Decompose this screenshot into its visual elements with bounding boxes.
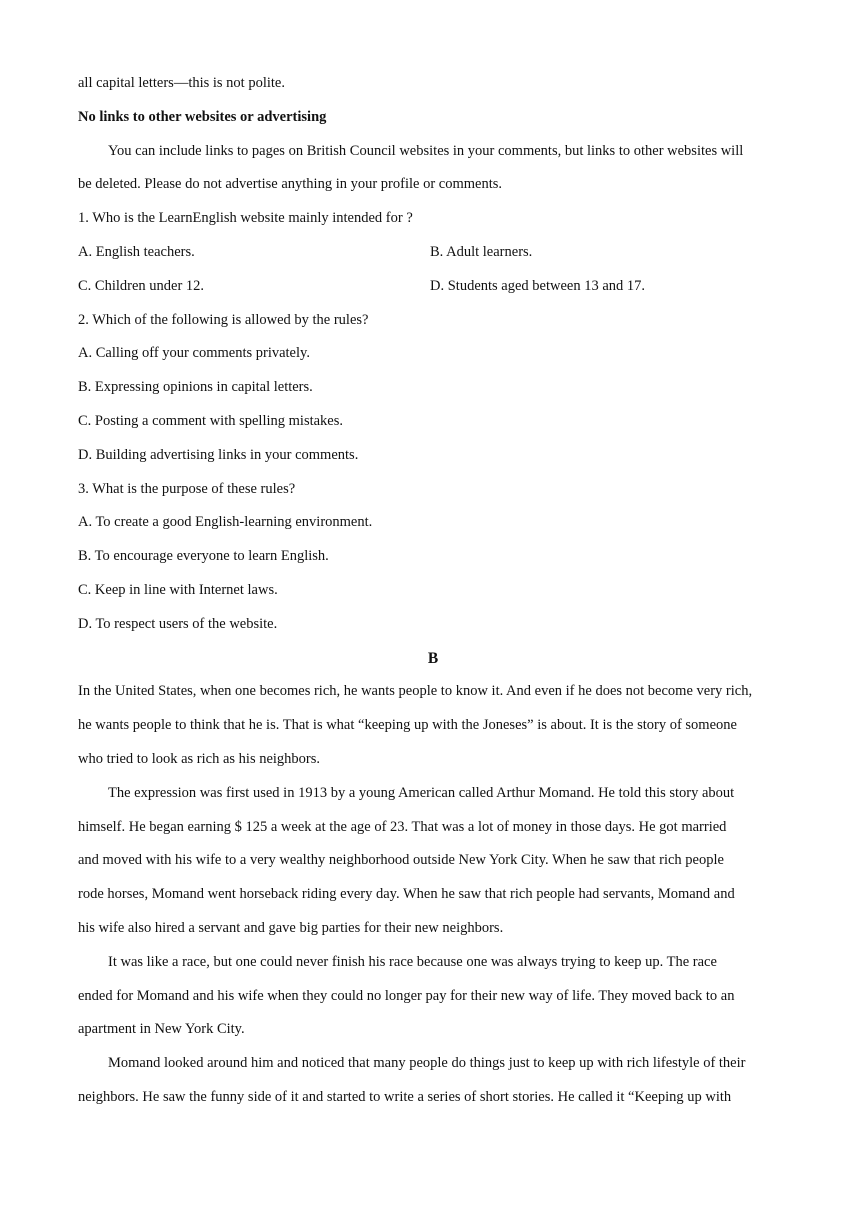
option-row <box>78 236 788 270</box>
passage-paragraph <box>78 946 788 1047</box>
answer-option: D. Building advertising links in your comments. <box>78 446 359 463</box>
passage-line: ended for Momand and his wife when they could no longer pay for their new way of life. They moved back to an <box>78 987 735 1004</box>
question-stem: 3. What is the purpose of these rules? <box>78 480 296 497</box>
answer-option: B. Adult learners. <box>430 243 533 260</box>
passage-line: It was like a race, but one could never finish his race because one was always trying to keep up. The race <box>108 953 717 970</box>
passage-line: In the United States, when one becomes rich, he wants people to know it. And even if he does not become very rich, <box>78 683 753 700</box>
passage-paragraph <box>78 777 788 946</box>
answer-option: A. Calling off your comments privately. <box>78 345 310 362</box>
option-row <box>78 270 788 304</box>
rule-text-line: be deleted. Please do not advertise anything in your profile or comments. <box>78 176 503 193</box>
answer-option: A. To create a good English-learning environment. <box>78 514 373 531</box>
rule-text-line: You can include links to pages on British Council websites in your comments, but links to other websites will <box>108 142 744 159</box>
answer-option: C. Children under 12. <box>78 277 205 294</box>
continuation-text: all capital letters—this is not polite. <box>78 75 285 91</box>
passage-line: rode horses, Momand went horseback riding every day. When he saw that rich people had servants, Momand and <box>78 886 735 903</box>
passage-line: The expression was first used in 1913 by a young American called Arthur Momand. He told this story about <box>108 784 735 801</box>
section-title: B <box>427 649 439 667</box>
passage-line: who tried to look as rich as his neighbors. <box>78 750 321 767</box>
answer-option: D. To respect users of the website. <box>78 615 278 632</box>
passage-line: Momand looked around him and noticed that many people do things just to keep up with rich lifestyle of their <box>108 1055 746 1072</box>
passage-line: himself. He began earning $ 125 a week at the age of 23. That was a lot of money in those days. He got married <box>78 818 727 835</box>
answer-option: C. Posting a comment with spelling mistakes. <box>78 412 344 429</box>
passage-line: apartment in New York City. <box>78 1021 245 1038</box>
document-page <box>78 67 788 1115</box>
answer-option: C. Keep in line with Internet laws. <box>78 581 278 598</box>
question-stem: 2. Which of the following is allowed by the rules? <box>78 311 369 328</box>
answer-option: D. Students aged between 13 and 17. <box>430 277 646 294</box>
passage-paragraph <box>78 675 788 776</box>
passage-line: and moved with his wife to a very wealthy neighborhood outside New York City. When he saw that rich people <box>78 852 724 869</box>
passage-line: his wife also hired a servant and gave big parties for their new neighbors. <box>78 919 504 936</box>
passage-line: neighbors. He saw the funny side of it and started to write a series of short stories. He called it “Keeping up with <box>78 1088 732 1105</box>
passage-line: he wants people to think that he is. That is what “keeping up with the Joneses” is about. It is the story of someone <box>78 717 737 734</box>
answer-option: A. English teachers. <box>78 243 195 260</box>
rule-heading: No links to other websites or advertising <box>78 108 327 125</box>
passage-paragraph <box>78 1047 788 1115</box>
answer-option: B. To encourage everyone to learn English. <box>78 548 329 565</box>
answer-option: B. Expressing opinions in capital letters. <box>78 379 313 396</box>
question-stem: 1. Who is the LearnEnglish website mainly intended for ? <box>78 210 413 227</box>
